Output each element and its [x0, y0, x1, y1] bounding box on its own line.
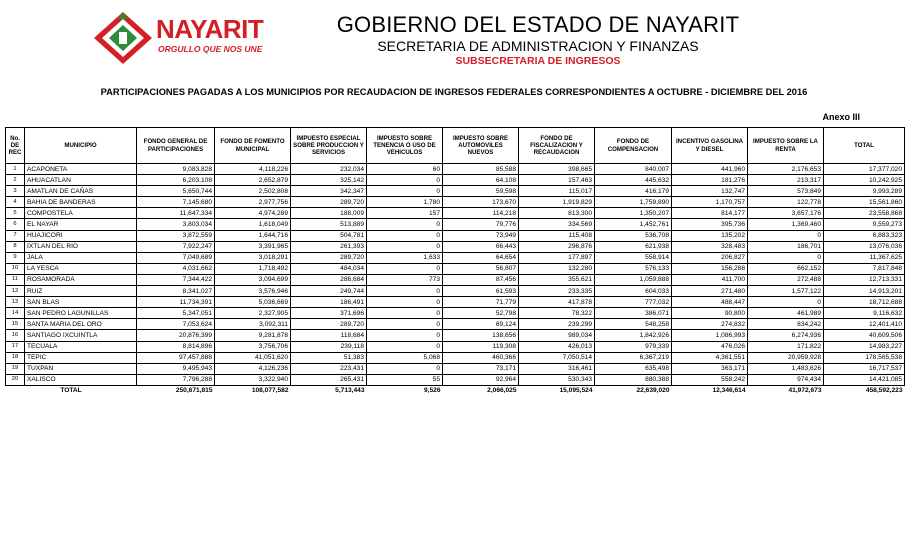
amount-cell: 1,644,716 [215, 230, 291, 241]
table-row [6, 274, 905, 285]
amount-cell: 6,367,219 [595, 352, 672, 363]
amount-cell: 55 [367, 374, 443, 385]
amount-cell: 604,033 [595, 286, 672, 297]
amount-cell: 989,034 [519, 330, 595, 341]
total-amount-cell: 2,066,025 [443, 385, 519, 396]
amount-cell: 7,796,288 [137, 374, 215, 385]
amount-cell: 411,700 [672, 274, 748, 285]
column-header: FONDO DE FISCALIZACION Y RECAUDACION [519, 128, 595, 164]
amount-cell: 328,483 [672, 241, 748, 252]
annex-label: Anexo III [822, 112, 860, 122]
amount-cell: 0 [748, 297, 824, 308]
amount-cell: 15,561,860 [824, 197, 905, 208]
amount-cell: 23,558,868 [824, 208, 905, 219]
amount-cell: 504,781 [291, 230, 367, 241]
amount-cell: 488,447 [672, 297, 748, 308]
row-number-cell: 5 [6, 208, 25, 219]
amount-cell: 4,126,236 [215, 363, 291, 374]
amount-cell: 460,366 [443, 352, 519, 363]
row-number-cell: 19 [6, 363, 25, 374]
table-row [6, 263, 905, 274]
amount-cell: 73,171 [443, 363, 519, 374]
amount-cell: 3,391,965 [215, 241, 291, 252]
municipality-cell: TEPIC [25, 352, 137, 363]
amount-cell: 239,118 [291, 341, 367, 352]
amount-cell: 132,747 [672, 186, 748, 197]
page-header [318, 13, 758, 67]
amount-cell: 1,452,761 [595, 219, 672, 230]
amount-cell: 6,203,108 [137, 175, 215, 186]
amount-cell: 2,977,756 [215, 197, 291, 208]
amount-cell: 173,670 [443, 197, 519, 208]
amount-cell: 773 [367, 274, 443, 285]
total-label: TOTAL [6, 385, 137, 396]
amount-cell: 171,822 [748, 341, 824, 352]
amount-cell: 0 [367, 186, 443, 197]
amount-cell: 265,431 [291, 374, 367, 385]
amount-cell: 118,684 [291, 330, 367, 341]
municipality-cell: EL NAYAR [25, 219, 137, 230]
municipality-cell: SANTIAGO IXCUINTLA [25, 330, 137, 341]
amount-cell: 316,461 [519, 363, 595, 374]
row-number-cell: 17 [6, 341, 25, 352]
amount-cell: 7,145,680 [137, 197, 215, 208]
amount-cell: 79,776 [443, 219, 519, 230]
amount-cell: 20,876,399 [137, 330, 215, 341]
amount-cell: 157,463 [519, 175, 595, 186]
total-amount-cell: 22,639,020 [595, 385, 672, 396]
amount-cell: 484,034 [291, 263, 367, 274]
government-title: GOBIERNO DEL ESTADO DE NAYARIT [336, 12, 740, 37]
amount-cell: 223,431 [291, 363, 367, 374]
amount-cell: 9,559,273 [824, 219, 905, 230]
amount-cell: 1,759,890 [595, 197, 672, 208]
amount-cell: 342,347 [291, 186, 367, 197]
amount-cell: 0 [367, 175, 443, 186]
table-row [6, 164, 905, 175]
amount-cell: 13,076,036 [824, 241, 905, 252]
row-number-cell: 8 [6, 241, 25, 252]
amount-cell: 271,480 [672, 286, 748, 297]
table-row [6, 330, 905, 341]
municipality-cell: SAN BLAS [25, 297, 137, 308]
amount-cell: 0 [367, 263, 443, 274]
table-row [6, 252, 905, 263]
amount-cell: 395,736 [672, 219, 748, 230]
amount-cell: 0 [748, 230, 824, 241]
amount-cell: 115,017 [519, 186, 595, 197]
amount-cell: 213,317 [748, 175, 824, 186]
amount-cell: 97,457,888 [137, 352, 215, 363]
amount-cell: 662,152 [748, 263, 824, 274]
row-number-cell: 12 [6, 286, 25, 297]
total-amount-cell: 5,713,443 [291, 385, 367, 396]
amount-cell: 66,443 [443, 241, 519, 252]
amount-cell: 417,878 [519, 297, 595, 308]
amount-cell: 3,803,034 [137, 219, 215, 230]
amount-cell: 4,361,551 [672, 352, 748, 363]
amount-cell: 0 [367, 297, 443, 308]
amount-cell: 119,308 [443, 341, 519, 352]
row-number-cell: 14 [6, 308, 25, 319]
amount-cell: 6,883,323 [824, 230, 905, 241]
column-header: FONDO GENERAL DE PARTICIPACIONES [137, 128, 215, 164]
amount-cell: 261,393 [291, 241, 367, 252]
amount-cell: 426,013 [519, 341, 595, 352]
amount-cell: 573,849 [748, 186, 824, 197]
municipality-cell: LA YESCA [25, 263, 137, 274]
amount-cell: 59,598 [443, 186, 519, 197]
municipality-cell: BAHIA DE BANDERAS [25, 197, 137, 208]
amount-cell: 69,124 [443, 319, 519, 330]
amount-cell: 11,647,334 [137, 208, 215, 219]
amount-cell: 11,367,625 [824, 252, 905, 263]
amount-cell: 1,059,888 [595, 274, 672, 285]
amount-cell: 14,421,085 [824, 374, 905, 385]
amount-cell: 461,989 [748, 308, 824, 319]
amount-cell: 2,502,808 [215, 186, 291, 197]
table-row [6, 319, 905, 330]
table-row [6, 308, 905, 319]
amount-cell: 1,483,626 [748, 363, 824, 374]
table-row [6, 341, 905, 352]
amount-cell: 355,621 [519, 274, 595, 285]
amount-cell: 249,744 [291, 286, 367, 297]
amount-cell: 188,009 [291, 208, 367, 219]
amount-cell: 880,388 [595, 374, 672, 385]
amount-cell: 41,051,620 [215, 352, 291, 363]
amount-cell: 51,383 [291, 352, 367, 363]
amount-cell: 7,922,247 [137, 241, 215, 252]
amount-cell: 289,720 [291, 252, 367, 263]
row-number-cell: 2 [6, 175, 25, 186]
amount-cell: 3,094,699 [215, 274, 291, 285]
amount-cell: 621,938 [595, 241, 672, 252]
amount-cell: 239,299 [519, 319, 595, 330]
column-header: FONDO DE FOMENTO MUNICIPAL [215, 128, 291, 164]
amount-cell: 56,807 [443, 263, 519, 274]
amount-cell: 132,280 [519, 263, 595, 274]
amount-cell: 60 [367, 164, 443, 175]
amount-cell: 10,242,925 [824, 175, 905, 186]
amount-cell: 8,341,027 [137, 286, 215, 297]
table-row [6, 363, 905, 374]
amount-cell: 14,913,201 [824, 286, 905, 297]
nayarit-emblem-icon [92, 10, 154, 66]
amount-cell: 840,007 [595, 164, 672, 175]
amount-cell: 7,344,422 [137, 274, 215, 285]
amount-cell: 0 [367, 230, 443, 241]
row-number-cell: 6 [6, 219, 25, 230]
table-row [6, 186, 905, 197]
amount-cell: 3,872,559 [137, 230, 215, 241]
amount-cell: 6,274,936 [748, 330, 824, 341]
amount-cell: 90,800 [672, 308, 748, 319]
amount-cell: 11,734,391 [137, 297, 215, 308]
amount-cell: 7,050,514 [519, 352, 595, 363]
amount-cell: 18,712,688 [824, 297, 905, 308]
amount-cell: 974,434 [748, 374, 824, 385]
amount-cell: 1,780 [367, 197, 443, 208]
table-row [6, 197, 905, 208]
amount-cell: 4,974,289 [215, 208, 291, 219]
amount-cell: 16,717,537 [824, 363, 905, 374]
amount-cell: 3,756,706 [215, 341, 291, 352]
amount-cell: 1,618,049 [215, 219, 291, 230]
column-header: IMPUESTO ESPECIAL SOBRE PRODUCCION Y SERVICIOS [291, 128, 367, 164]
amount-cell: 232,034 [291, 164, 367, 175]
amount-cell: 85,588 [443, 164, 519, 175]
amount-cell: 1,842,926 [595, 330, 672, 341]
amount-cell: 78,322 [519, 308, 595, 319]
document-title: PARTICIPACIONES PAGADAS A LOS MUNICIPIOS POR RECAUDACION DE INGRESOS FEDERALES CORRESPONDIENTES A OCTUBRE - DICIEMBRE DEL 2016 [100, 87, 808, 97]
amount-cell: 0 [367, 241, 443, 252]
amount-cell: 61,593 [443, 286, 519, 297]
column-header: MUNICIPIO [25, 128, 137, 164]
amount-cell: 286,684 [291, 274, 367, 285]
amount-cell: 558,914 [595, 252, 672, 263]
municipality-cell: COMPOSTELA [25, 208, 137, 219]
amount-cell: 334,569 [519, 219, 595, 230]
participations-table [5, 127, 905, 396]
total-amount-cell: 108,077,582 [215, 385, 291, 396]
amount-cell: 138,656 [443, 330, 519, 341]
amount-cell: 2,176,653 [748, 164, 824, 175]
amount-cell: 979,339 [595, 341, 672, 352]
amount-cell: 363,171 [672, 363, 748, 374]
amount-cell: 445,632 [595, 175, 672, 186]
amount-cell: 177,897 [519, 252, 595, 263]
table-row [6, 208, 905, 219]
amount-cell: 122,778 [748, 197, 824, 208]
amount-cell: 635,498 [595, 363, 672, 374]
total-amount-cell: 250,671,815 [137, 385, 215, 396]
row-number-cell: 15 [6, 319, 25, 330]
amount-cell: 9,993,289 [824, 186, 905, 197]
municipality-cell: TECUALA [25, 341, 137, 352]
amount-cell: 9,116,632 [824, 308, 905, 319]
amount-cell: 441,960 [672, 164, 748, 175]
municipality-cell: IXTLAN DEL RIO [25, 241, 137, 252]
amount-cell: 0 [367, 363, 443, 374]
table-row [6, 230, 905, 241]
amount-cell: 5,650,744 [137, 186, 215, 197]
row-number-cell: 16 [6, 330, 25, 341]
municipality-cell: HUAJICORI [25, 230, 137, 241]
column-header: IMPUESTO SOBRE TENENCIA O USO DE VEHICULOS [367, 128, 443, 164]
table-row [6, 374, 905, 385]
amount-cell: 0 [367, 308, 443, 319]
row-number-cell: 3 [6, 186, 25, 197]
amount-cell: 272,488 [748, 274, 824, 285]
table-total-row [6, 385, 905, 396]
municipality-cell: SAN PEDRO LAGUNILLAS [25, 308, 137, 319]
amount-cell: 64,108 [443, 175, 519, 186]
amount-cell: 7,817,848 [824, 263, 905, 274]
column-header: No. DE REC [6, 128, 25, 164]
amount-cell: 9,083,828 [137, 164, 215, 175]
total-amount-cell: 9,526 [367, 385, 443, 396]
amount-cell: 64,654 [443, 252, 519, 263]
amount-cell: 0 [367, 286, 443, 297]
amount-cell: 2,327,905 [215, 308, 291, 319]
secretariat-title: SECRETARIA DE ADMINISTRACION Y FINANZAS [377, 38, 699, 54]
subsecretariat-title: SUBSECRETARIA DE INGRESOS [455, 55, 621, 67]
amount-cell: 1,170,757 [672, 197, 748, 208]
amount-cell: 548,258 [595, 319, 672, 330]
amount-cell: 3,018,291 [215, 252, 291, 263]
amount-cell: 530,343 [519, 374, 595, 385]
amount-cell: 52,798 [443, 308, 519, 319]
row-number-cell: 20 [6, 374, 25, 385]
amount-cell: 0 [367, 341, 443, 352]
table-row [6, 297, 905, 308]
amount-cell: 476,026 [672, 341, 748, 352]
row-number-cell: 10 [6, 263, 25, 274]
logo-wordmark: NAYARIT [156, 14, 264, 44]
table-body [6, 164, 905, 396]
amount-cell: 12,713,331 [824, 274, 905, 285]
logo-slogan: ORGULLO QUE NOS UNE [158, 44, 263, 54]
amount-cell: 8,814,896 [137, 341, 215, 352]
amount-cell: 9,495,943 [137, 363, 215, 374]
municipality-cell: JALA [25, 252, 137, 263]
amount-cell: 7,053,624 [137, 319, 215, 330]
amount-cell: 14,983,227 [824, 341, 905, 352]
amount-cell: 4,031,662 [137, 263, 215, 274]
amount-cell: 1,086,993 [672, 330, 748, 341]
row-number-cell: 1 [6, 164, 25, 175]
row-number-cell: 7 [6, 230, 25, 241]
amount-cell: 186,491 [291, 297, 367, 308]
table-row [6, 241, 905, 252]
amount-cell: 7,049,689 [137, 252, 215, 263]
amount-cell: 206,827 [672, 252, 748, 263]
municipality-cell: SANTA MARIA DEL ORO [25, 319, 137, 330]
municipality-cell: AMATLAN DE CAÑAS [25, 186, 137, 197]
amount-cell: 1,633 [367, 252, 443, 263]
amount-cell: 274,832 [672, 319, 748, 330]
amount-cell: 1,350,207 [595, 208, 672, 219]
row-number-cell: 11 [6, 274, 25, 285]
table-header-row [6, 128, 905, 164]
amount-cell: 181,276 [672, 175, 748, 186]
amount-cell: 20,959,928 [748, 352, 824, 363]
column-header: FONDO DE COMPENSACION [595, 128, 672, 164]
amount-cell: 12,401,410 [824, 319, 905, 330]
column-header: IMPUESTO SOBRE LA RENTA [748, 128, 824, 164]
amount-cell: 135,202 [672, 230, 748, 241]
amount-cell: 289,720 [291, 197, 367, 208]
amount-cell: 4,118,226 [215, 164, 291, 175]
amount-cell: 9,281,878 [215, 330, 291, 341]
amount-cell: 87,456 [443, 274, 519, 285]
amount-cell: 92,964 [443, 374, 519, 385]
total-amount-cell: 458,592,223 [824, 385, 905, 396]
amount-cell: 296,876 [519, 241, 595, 252]
municipality-cell: RUIZ [25, 286, 137, 297]
table-row [6, 175, 905, 186]
column-header: INCENTIVO GASOLINA Y DIESEL [672, 128, 748, 164]
amount-cell: 777,032 [595, 297, 672, 308]
amount-cell: 834,242 [748, 319, 824, 330]
amount-cell: 3,092,311 [215, 319, 291, 330]
amount-cell: 5,068 [367, 352, 443, 363]
amount-cell: 1,577,122 [748, 286, 824, 297]
amount-cell: 1,369,460 [748, 219, 824, 230]
amount-cell: 0 [367, 330, 443, 341]
total-amount-cell: 41,972,673 [748, 385, 824, 396]
amount-cell: 325,142 [291, 175, 367, 186]
table-row [6, 286, 905, 297]
amount-cell: 156,288 [672, 263, 748, 274]
amount-cell: 114,218 [443, 208, 519, 219]
municipality-cell: AHUACATLAN [25, 175, 137, 186]
amount-cell: 0 [367, 219, 443, 230]
amount-cell: 157 [367, 208, 443, 219]
amount-cell: 558,242 [672, 374, 748, 385]
amount-cell: 1,718,492 [215, 263, 291, 274]
amount-cell: 3,322,940 [215, 374, 291, 385]
municipality-cell: ACAPONETA [25, 164, 137, 175]
amount-cell: 233,335 [519, 286, 595, 297]
amount-cell: 186,701 [748, 241, 824, 252]
amount-cell: 814,177 [672, 208, 748, 219]
amount-cell: 0 [748, 252, 824, 263]
total-amount-cell: 15,095,524 [519, 385, 595, 396]
amount-cell: 2,652,879 [215, 175, 291, 186]
row-number-cell: 9 [6, 252, 25, 263]
amount-cell: 1,919,829 [519, 197, 595, 208]
municipality-cell: TUXPAN [25, 363, 137, 374]
row-number-cell: 13 [6, 297, 25, 308]
total-amount-cell: 12,346,614 [672, 385, 748, 396]
amount-cell: 386,071 [595, 308, 672, 319]
amount-cell: 0 [367, 319, 443, 330]
amount-cell: 513,889 [291, 219, 367, 230]
amount-cell: 178,565,538 [824, 352, 905, 363]
municipality-cell: XALISCO [25, 374, 137, 385]
amount-cell: 73,949 [443, 230, 519, 241]
amount-cell: 289,720 [291, 319, 367, 330]
column-header: TOTAL [824, 128, 905, 164]
amount-cell: 813,300 [519, 208, 595, 219]
amount-cell: 398,665 [519, 164, 595, 175]
row-number-cell: 18 [6, 352, 25, 363]
amount-cell: 71,779 [443, 297, 519, 308]
amount-cell: 17,377,020 [824, 164, 905, 175]
table-row [6, 219, 905, 230]
amount-cell: 115,408 [519, 230, 595, 241]
amount-cell: 3,657,176 [748, 208, 824, 219]
column-header: IMPUESTO SOBRE AUTOMOVILES NUEVOS [443, 128, 519, 164]
table-row [6, 352, 905, 363]
amount-cell: 3,576,946 [215, 286, 291, 297]
amount-cell: 576,133 [595, 263, 672, 274]
nayarit-logo [92, 10, 272, 66]
amount-cell: 5,347,051 [137, 308, 215, 319]
amount-cell: 371,696 [291, 308, 367, 319]
amount-cell: 40,609,506 [824, 330, 905, 341]
amount-cell: 536,708 [595, 230, 672, 241]
municipality-cell: ROSAMORADA [25, 274, 137, 285]
row-number-cell: 4 [6, 197, 25, 208]
amount-cell: 5,036,669 [215, 297, 291, 308]
amount-cell: 416,179 [595, 186, 672, 197]
